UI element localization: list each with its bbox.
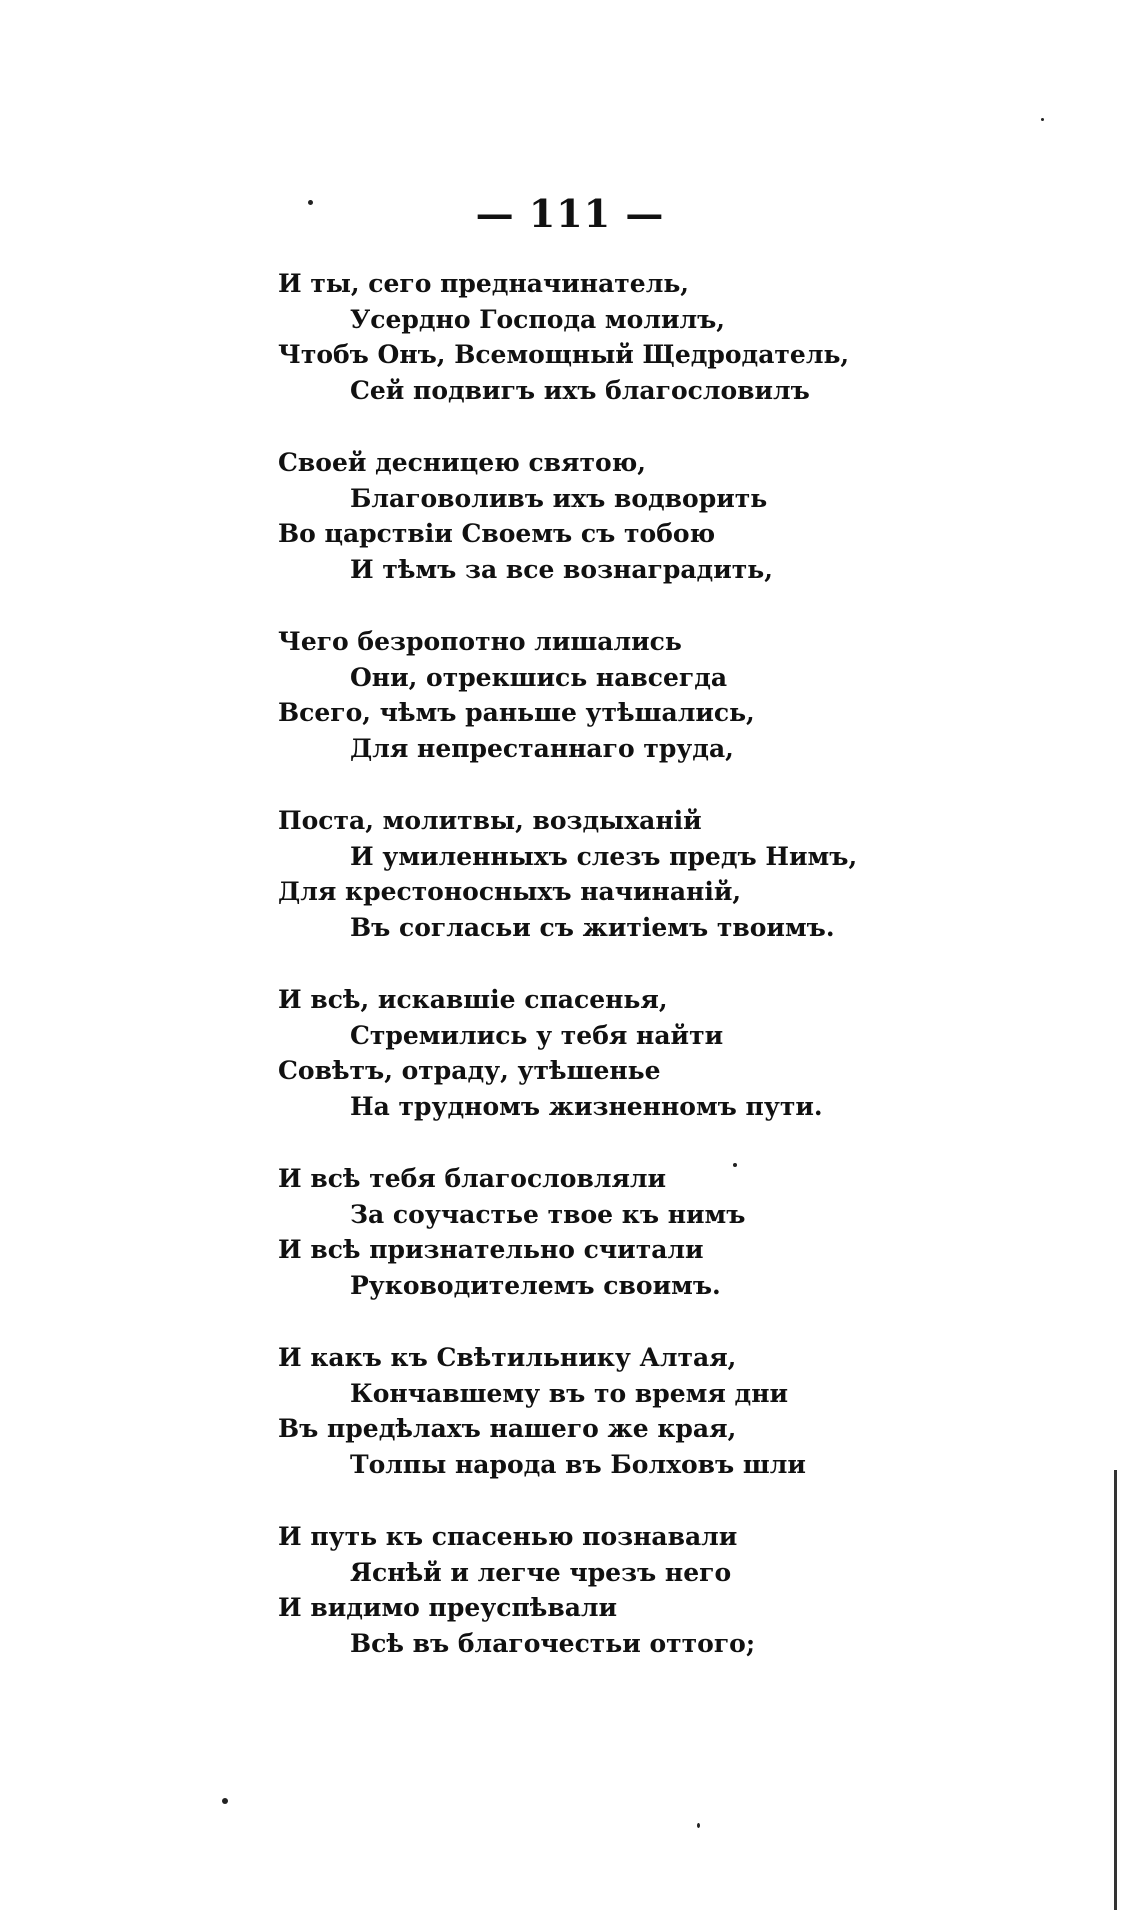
- poem-line: Благоволивъ ихъ водворить: [350, 483, 768, 513]
- poem-line: И всѣ тебя благословляли: [278, 1164, 667, 1193]
- ink-speck: [1041, 118, 1044, 121]
- poem-line: Чего безропотно лишались: [278, 627, 682, 656]
- poem-line: Кончавшему въ то время дни: [350, 1378, 789, 1408]
- poem-line: На трудномъ жизненномъ пути.: [350, 1091, 823, 1121]
- stanza: [278, 624, 838, 766]
- page-number: — 111 —: [475, 191, 665, 236]
- poem-line: Толпы народа въ Болховъ шли: [350, 1449, 806, 1479]
- poem-line: Своей десницею святою,: [278, 448, 647, 477]
- poem-line: Для непрестаннаго труда,: [350, 733, 734, 763]
- poem-line: И всѣ, искавшіе спасенья,: [278, 985, 668, 1014]
- poem-line: И тѣмъ за все вознаградить,: [350, 554, 773, 584]
- poem-line: Стремились у тебя найти: [350, 1020, 724, 1050]
- stanza: [278, 803, 858, 945]
- poem-line: Они, отрекшись навсегда: [350, 662, 728, 692]
- poem-line: И умиленныхъ слезъ предъ Нимъ,: [350, 841, 858, 871]
- stanza: [278, 1519, 838, 1661]
- poem-line: Для крестоносныхъ начинаній,: [278, 877, 742, 906]
- poem-line: За соучастье твое къ нимъ: [350, 1199, 746, 1229]
- poem-line: И путь къ спасенью познавали: [278, 1522, 738, 1551]
- stanza: [278, 1161, 838, 1303]
- poem-line: Чтобъ Онъ, Всемощный Щедродатель,: [278, 340, 850, 369]
- poem-line: Усердно Господа молилъ,: [350, 304, 725, 334]
- poem-line: Во царствіи Своемъ съ тобою: [278, 519, 716, 548]
- poem-line: Въ согласьи съ житіемъ твоимъ.: [350, 912, 835, 942]
- poem-line: Поста, молитвы, воздыханій: [278, 806, 702, 835]
- stanza: [278, 266, 850, 408]
- poem-line: Всего, чѣмъ раньше утѣшались,: [278, 698, 755, 727]
- ink-speck: [697, 1823, 700, 1828]
- poem-line: И какъ къ Свѣтильнику Алтая,: [278, 1343, 737, 1372]
- poem-line: Всѣ въ благочестьи оттого;: [350, 1628, 756, 1658]
- poem-line: Въ предѣлахъ нашего же края,: [278, 1414, 737, 1443]
- poem-line: Яснѣй и легче чрезъ него: [350, 1557, 732, 1587]
- stanza: [278, 445, 838, 587]
- poem-line: Руководителемъ своимъ.: [350, 1270, 721, 1300]
- page-edge-shadow: [1114, 1470, 1117, 1910]
- stanza: [278, 982, 838, 1124]
- poem-line: Совѣтъ, отраду, утѣшенье: [278, 1056, 661, 1085]
- poem: [278, 266, 858, 1698]
- ink-speck: [222, 1798, 228, 1804]
- stanza: [278, 1340, 838, 1482]
- poem-line: И видимо преуспѣвали: [278, 1593, 618, 1622]
- poem-line: И всѣ признательно считали: [278, 1235, 704, 1264]
- poem-line: Сей подвигъ ихъ благословилъ: [350, 375, 810, 405]
- poem-line: И ты, сего предначинатель,: [278, 269, 689, 298]
